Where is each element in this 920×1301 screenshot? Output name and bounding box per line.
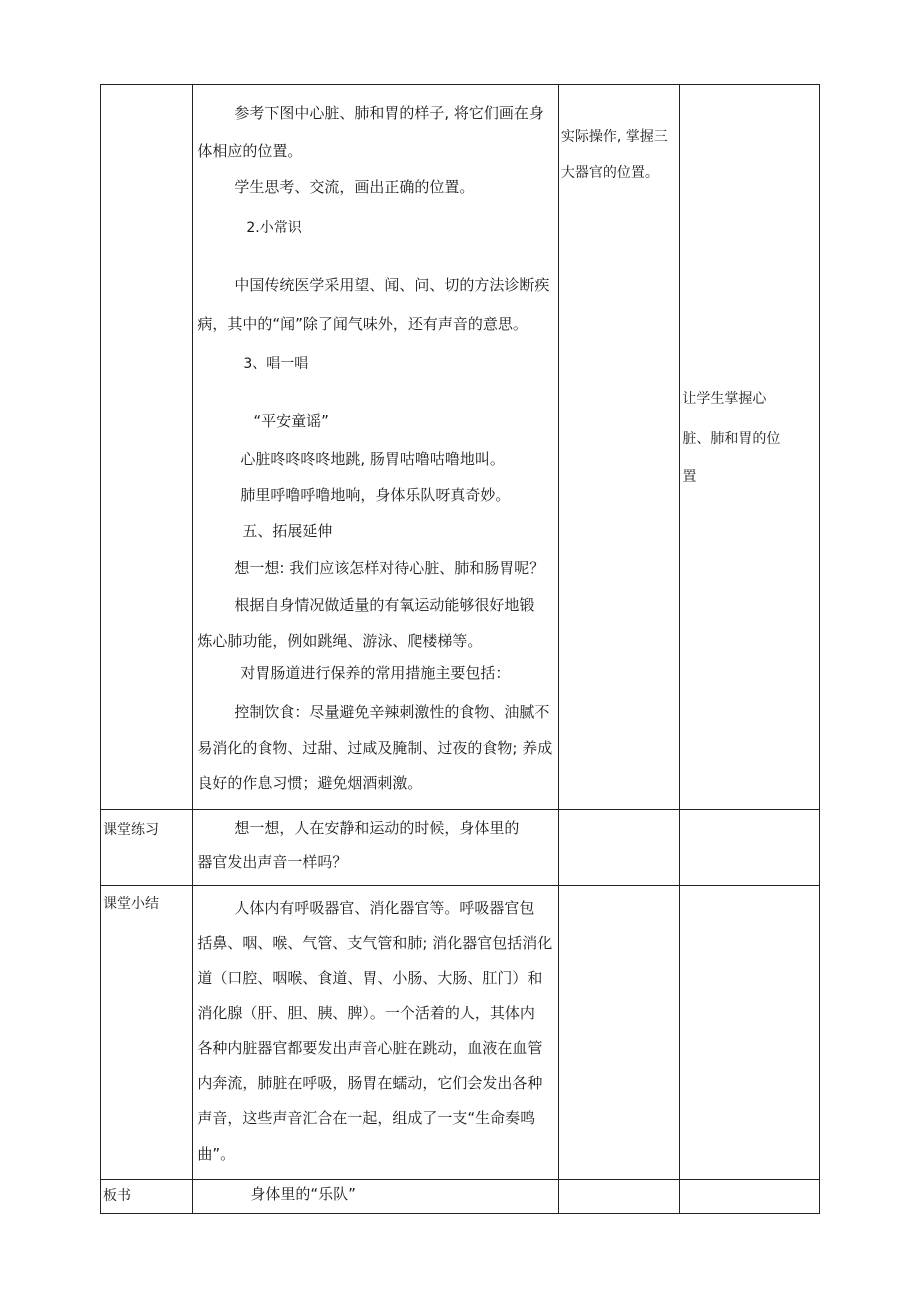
- paragraph-line: 中国传统医学采用望、闻、问、切的方法诊断疾: [234, 276, 550, 294]
- paragraph-line: 各种内脏器官都要发出声音心脏在跳动，血液在血管: [197, 1039, 543, 1057]
- intent-text: 脏、肺和胃的位: [682, 431, 781, 447]
- paragraph-line: 根据自身情况做适量的有氧运动能够很好地锻: [234, 596, 535, 614]
- blackboard-title: 身体里的“乐队”: [250, 1185, 356, 1203]
- paragraph-line: 声音，这些声音汇合在一起，组成了一支“生命奏鸣: [197, 1109, 536, 1127]
- section-heading: 2.小常识: [246, 220, 302, 236]
- song-line: 肺里呼噜呼噜地响，身体乐队呀真奇妙。: [240, 486, 511, 504]
- paragraph-line: 炼心肺功能，例如跳绳、游泳、爬楼梯等。: [197, 632, 483, 650]
- intent-cell: [680, 1180, 820, 1214]
- paragraph-line: 人体内有呼吸器官、消化器官等。呼吸器官包: [234, 899, 535, 917]
- paragraph-line: 想一想: 我们应该怎样对待心脏、肺和肠胃呢？: [234, 559, 545, 577]
- content-cell: [193, 886, 559, 1180]
- table-row-teaching-process: [101, 85, 820, 810]
- content-cell: [193, 85, 559, 810]
- activity-text: 实际操作, 掌握三: [560, 129, 668, 145]
- paragraph-line: 内奔流，肺脏在呼吸，肠胃在蠕动，它们会发出各种: [197, 1074, 543, 1092]
- song-line: 心脏咚咚咚咚地跳, 肠胃咕噜咕噜地叫。: [240, 450, 505, 468]
- paragraph-line: 易消化的食物、过甜、过咸及腌制、过夜的食物; 养成: [197, 739, 553, 757]
- content-cell: [193, 810, 559, 886]
- paragraph-line: 对胃肠道进行保养的常用措施主要包括：: [240, 664, 511, 682]
- paragraph-line: 括鼻、咽、喉、气管、支气管和肺; 消化器官包括消化: [197, 934, 553, 952]
- table-row-class-summary: [101, 886, 820, 1180]
- paragraph-line: 参考下图中心脏、肺和胃的样子, 将它们画在身: [234, 104, 544, 122]
- row-label: 课堂小结: [103, 896, 159, 912]
- paragraph-line: 体相应的位置。: [197, 142, 303, 160]
- table-row-class-exercise: [101, 810, 820, 886]
- paragraph-line: 器官发出声音一样吗？: [197, 853, 348, 871]
- intent-cell: [680, 810, 820, 886]
- row-label-cell: [101, 810, 193, 886]
- intent-cell: [680, 85, 820, 810]
- activity-cell: [558, 1180, 680, 1214]
- paragraph-line: 控制饮食：尽量避免辛辣刺激性的食物、油腻不: [234, 703, 550, 721]
- row-label-cell: [101, 1180, 193, 1214]
- lesson-plan-table: [100, 84, 820, 1214]
- paragraph-line: 学生思考、交流，画出正确的位置。: [234, 178, 475, 196]
- activity-cell: [558, 810, 680, 886]
- content-cell: [193, 1180, 559, 1214]
- activity-cell: [558, 886, 680, 1180]
- row-label: 课堂练习: [103, 822, 159, 838]
- section-heading: 3、唱一唱: [243, 356, 309, 372]
- table-row-blackboard: [101, 1180, 820, 1214]
- section-heading: 五、拓展延伸: [242, 522, 333, 540]
- row-label-cell: [101, 886, 193, 1180]
- intent-text: 置: [682, 469, 697, 485]
- paragraph-line: 想一想，人在安静和运动的时候，身体里的: [234, 819, 520, 837]
- intent-cell: [680, 886, 820, 1180]
- row-label-cell: [101, 85, 193, 810]
- paragraph-line: 道（口腔、咽喉、食道、胃、小肠、大肠、肛门）和: [197, 969, 543, 987]
- paragraph-line: 曲”。: [197, 1145, 236, 1163]
- row-label: 板书: [103, 1188, 131, 1204]
- paragraph-line: 消化腺（肝、胆、胰、脾）。一个活着的人，其体内: [197, 1004, 535, 1022]
- paragraph-line: 良好的作息习惯；避免烟酒刺激。: [197, 774, 423, 792]
- activity-cell: [558, 85, 680, 810]
- intent-text: 让学生掌握心: [682, 391, 767, 407]
- activity-text: 大器官的位置。: [560, 165, 659, 181]
- song-title: “平安童谣”: [253, 412, 329, 430]
- paragraph-line: 病，其中的“闻”除了闻气味外，还有声音的意思。: [197, 315, 528, 333]
